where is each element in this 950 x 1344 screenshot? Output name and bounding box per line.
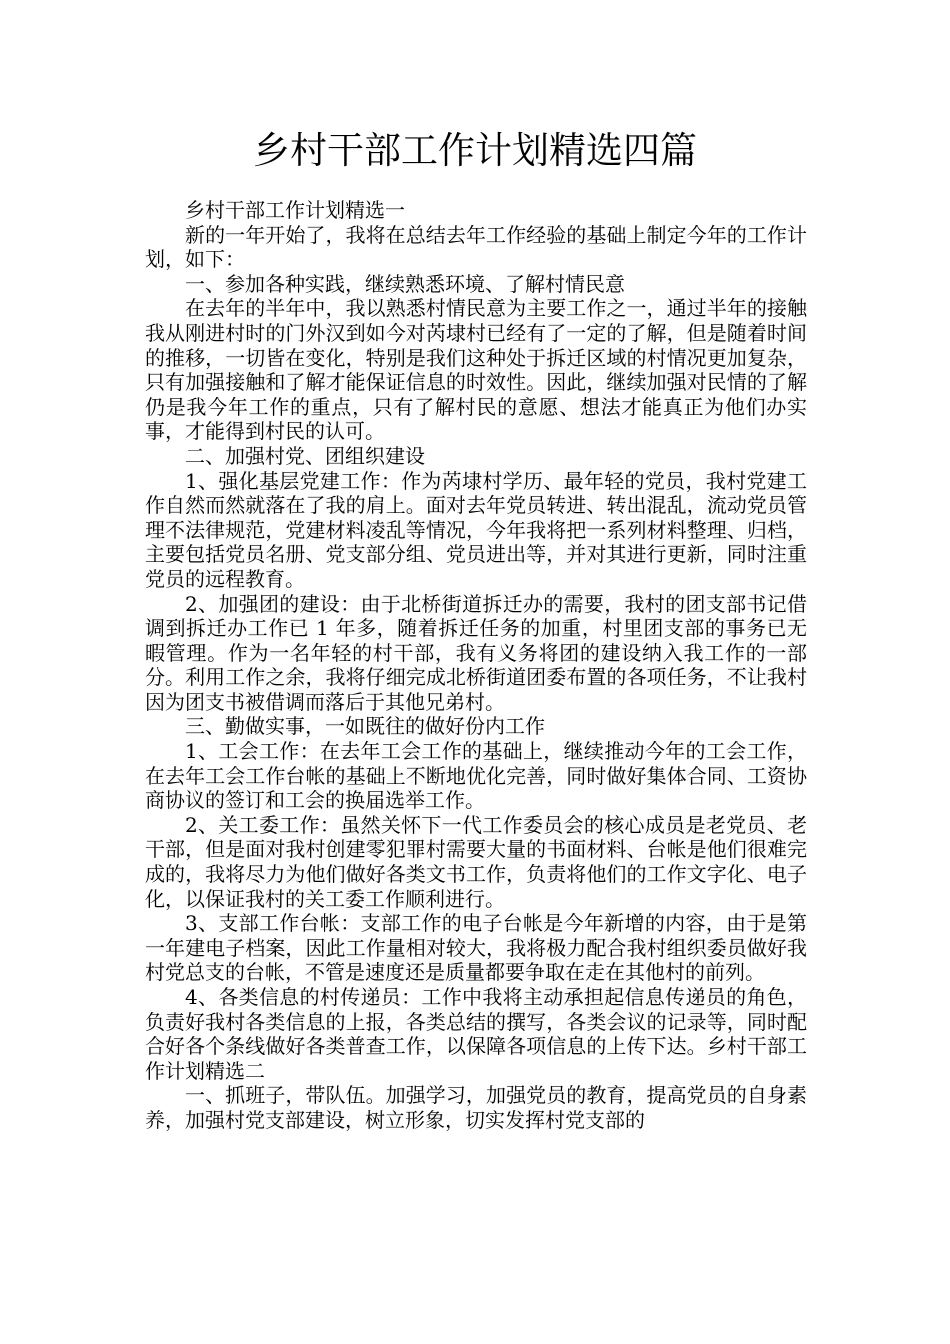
paragraph-intro: 新的一年开始了，我将在总结去年工作经验的基础上制定今年的工作计划，如下： (145, 222, 807, 272)
paragraph-union-work: 1、工会工作：在去年工会工作的基础上，继续推动今年的工会工作，在去年工会工作台帐的基础上不断地优化完善，同时做好集体合同、工资协商协议的签订和工会的换届选举工作。 (145, 739, 807, 813)
heading-item-three: 三、勤做实事，一如既往的做好份内工作 (185, 714, 545, 739)
paragraph-info-relay: 4、各类信息的村传递员：工作中我将主动承担起信息传递员的角色，负责好我村各类信息的上报，各类总结的撰写，各类会议的记录等，同时配合好各个条线做好各类普查工作，以保障各项信息的上传下达。乡村干部工作计划精选二 (145, 985, 807, 1083)
paragraph-league-building: 2、加强团的建设：由于北桥街道拆迁办的需要，我村的团支部书记借调到拆迁办工作已 1 年多，随着拆迁任务的加重，村里团支部的事务已无暇管理。作为一名年轻的村干部，我有义务将团的建设纳入我工作的一部分。利用工作之余，我将仔细完成北桥街道团委布置的各项任务，不让我村因为团支书被借调而落后于其他兄弟村。 (145, 591, 807, 714)
paragraph-village-situation: 在去年的半年中，我以熟悉村情民意为主要工作之一，通过半年的接触我从刚进村时的门外汉到如今对芮埭村已经有了一定的了解，但是随着时间的推移，一切皆在变化，特别是我们这种处于拆迁区域的村情况更加复杂，只有加强接触和了解才能保证信息的时效性。因此，继续加强对民情的了解仍是我今年工作的重点，只有了解村民的意愿、想法才能真正为他们办实事，才能得到村民的认可。 (145, 296, 807, 444)
paragraph-youth-committee: 2、关工委工作：虽然关怀下一代工作委员会的核心成员是老党员、老干部，但是面对我村创建零犯罪村需要大量的书面材料、台帐是他们很难完成的，我将尽力为他们做好各类文书工作，负责将他们的工作文字化、电子化，以保证我村的关工委工作顺利进行。 (145, 812, 807, 911)
paragraph-branch-records: 3、支部工作台帐：支部工作的电子台帐是今年新增的内容，由于是第一年建电子档案，因此工作量相对较大，我将极力配合我村组织委员做好我村党总支的台帐，不管是速度还是质量都要争取在走在其他村的前列。 (145, 911, 807, 985)
paragraph-team-building: 一、抓班子，带队伍。加强学习，加强党员的教育，提高党员的自身素养，加强村党支部建设，树立形象，切实发挥村党支部的 (145, 1083, 807, 1132)
document-title: 乡村干部工作计划精选四篇 (253, 129, 697, 172)
section-heading-plan-one: 乡村干部工作计划精选一 (185, 198, 405, 222)
heading-item-two: 二、加强村党、团组织建设 (185, 443, 425, 468)
document-body (145, 198, 807, 1133)
heading-item-one: 一、参加各种实践，继续熟悉环境、了解村情民意 (185, 271, 625, 296)
paragraph-party-building: 1、强化基层党建工作：作为芮埭村学历、最年轻的党员，我村党建工作自然而然就落在了我的肩上。面对去年党员转进、转出混乱，流动党员管理不法律规范，党建材料凌乱等情况，今年我将把一系列材料整理、归档，主要包括党员名册、党支部分组、党员进出等，并对其进行更新，同时注重党员的远程教育。 (145, 468, 807, 591)
